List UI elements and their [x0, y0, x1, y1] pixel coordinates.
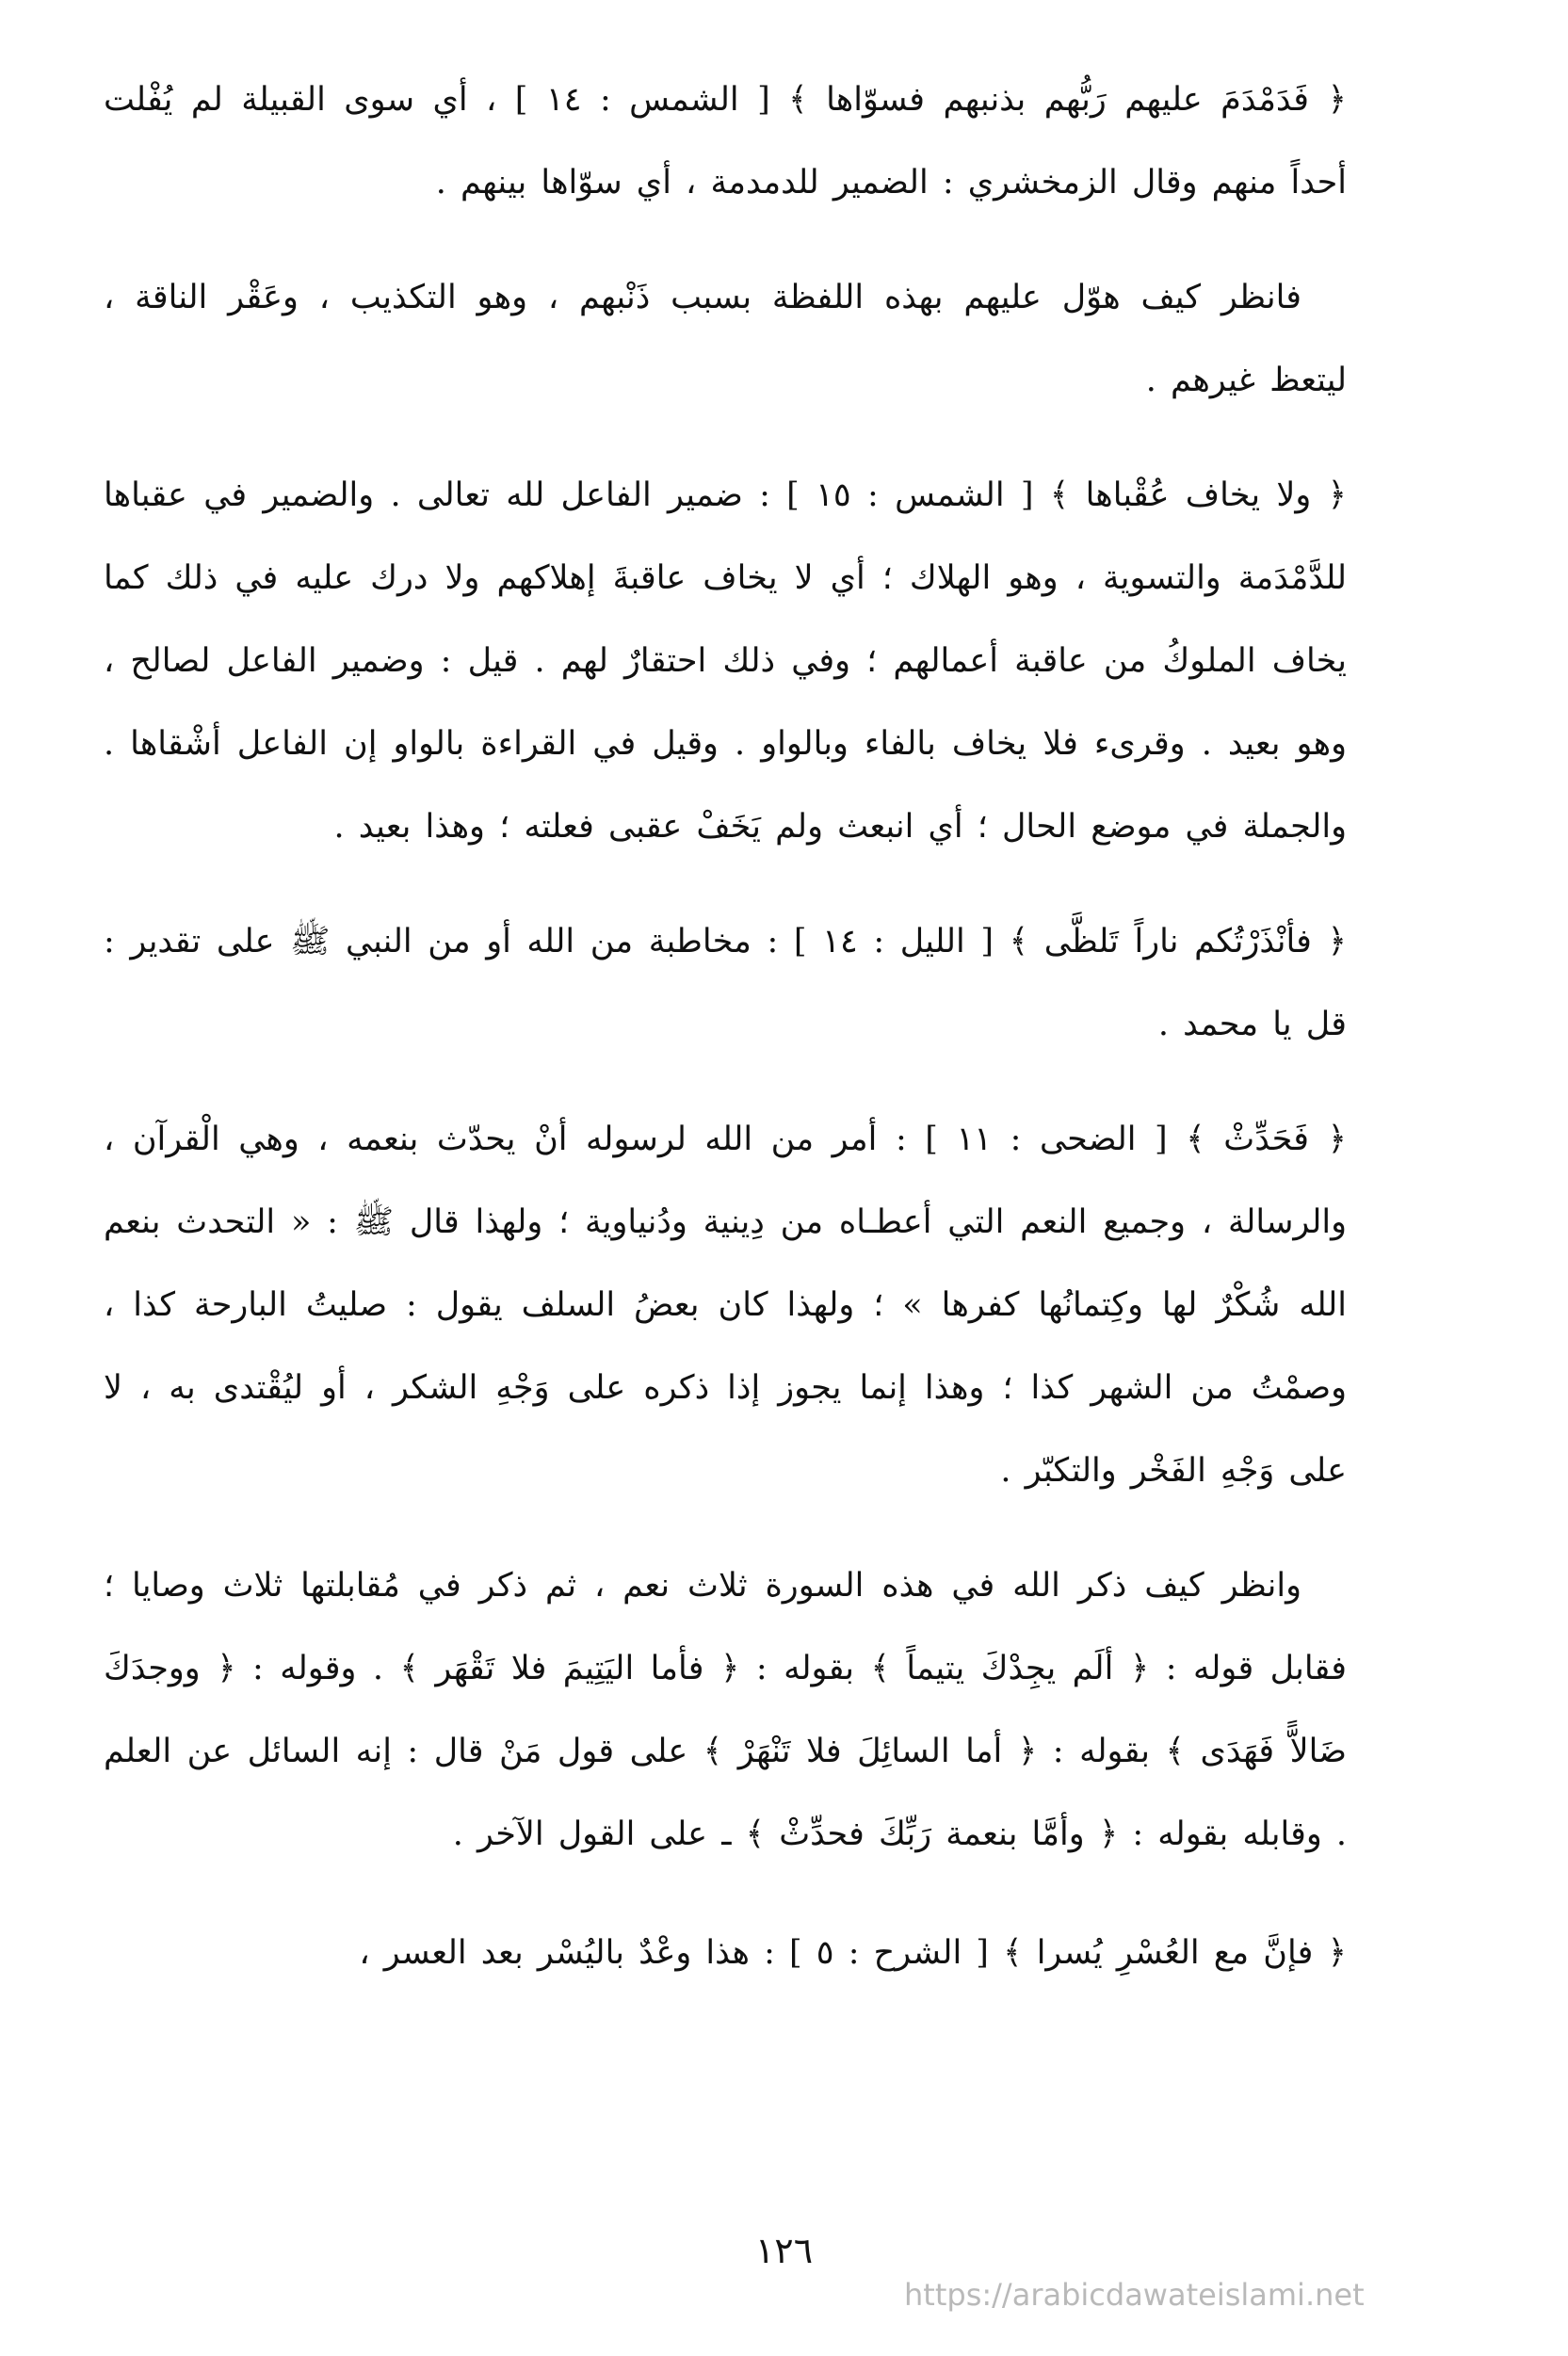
paragraph-1: ﴿ فَدَمْدَمَ عليهم رَبُّهم بذنبهم فسوّاها ﴾ [ الشمس : ١٤ ] ، أي سوى القبيلة لم يُفْلت أحداً منهم وقال الزمخشري : الضمير للدمدمة ، أي سوّاها بينهم . [104, 81, 1347, 202]
page-text [104, 58, 1347, 2026]
paragraph-4: ﴿ فأنْذَرْتُكم ناراً تَلظَّى ﴾ [ الليل : ١٤ ] : مخاطبة من الله أو من النبي ﷺ على تقدير : قل يا محمد . [104, 923, 1347, 1043]
paragraph-6: وانظر كيف ذكر الله في هذه السورة ثلاث نعم ، ثم ذكر في مُقابلتها ثلاث وصايا ؛ فقابل قوله : ﴿ ألَم يجِدْكَ يتيماً ﴾ بقوله : ﴿ فأما اليَتِيمَ فلا تَقْهَر ﴾ . وقوله : ﴿ ووجدَكَ ضَالاًّ فَهَدَى ﴾ بقوله : ﴿ أما السائِلَ فلا تَنْهَرْ ﴾ على قول مَنْ قال : إنه السائل عن العلم . وقابله بقوله : ﴿ وأمَّا بنعمة رَبِّكَ فحدِّثْ ﴾ ـ على القول الآخر . [104, 1567, 1347, 1853]
paragraph-7: ﴿ فإنَّ مع العُسْرِ يُسرا ﴾ [ الشرح : ٥ ] : هذا وعْدٌ باليُسْر بعد العسر ، [359, 1934, 1347, 1972]
paragraph-3: ﴿ ولا يخاف عُقْباها ﴾ [ الشمس : ١٥ ] : ضمير الفاعل لله تعالى . والضمير في عقباها للدَّمْدَمة والتسوية ، وهو الهلاك ؛ أي لا يخاف عاقبةَ إهلاكهم ولا درك عليه في ذلك كما يخاف الملوكُ من عاقبة أعمالهم ؛ وفي ذلك احتقارٌ لهم . قيل : وضمير الفاعل لصالح ، وهو بعيد . وقرىء فلا يخاف بالفاء وبالواو . وقيل في القراءة بالواو إن الفاعل أشْقاها . والجملة في موضع الحال ؛ أي انبعث ولم يَخَفْ عقبى فعلته ؛ وهذا بعيد . [104, 476, 1348, 846]
watermark-url: https://arabicdawateislami.net [904, 2277, 1365, 2313]
paragraph-5: ﴿ فَحَدِّثْ ﴾ [ الضحى : ١١ ] : أمر من الله لرسوله أنْ يحدّث بنعمه ، وهي الْقرآن ، والرسالة ، وجميع النعم التي أعطـاه من دِينية ودُنياوية ؛ ولهذا قال ﷺ : « التحدث بنعم الله شُكْرٌ لها وكِتمانُها كفرها » ؛ ولهذا كان بعضُ السلف يقول : صليتُ البارحة كذا ، وصمْتُ من الشهر كذا ؛ وهذا إنما يجوز إذا ذكره على وَجْهِ الشكر ، أو ليُقْتدى به ، لا على وَجْهِ الفَخْر والتكبّر . [104, 1121, 1347, 1490]
paragraph-2: فانظر كيف هوّل عليهم بهذه اللفظة بسبب ذَنْبهم ، وهو التكذيب ، وعَقْر الناقة ، ليتعظ غيرهم . [104, 279, 1347, 399]
page-number: ١٢٦ [754, 2230, 814, 2271]
